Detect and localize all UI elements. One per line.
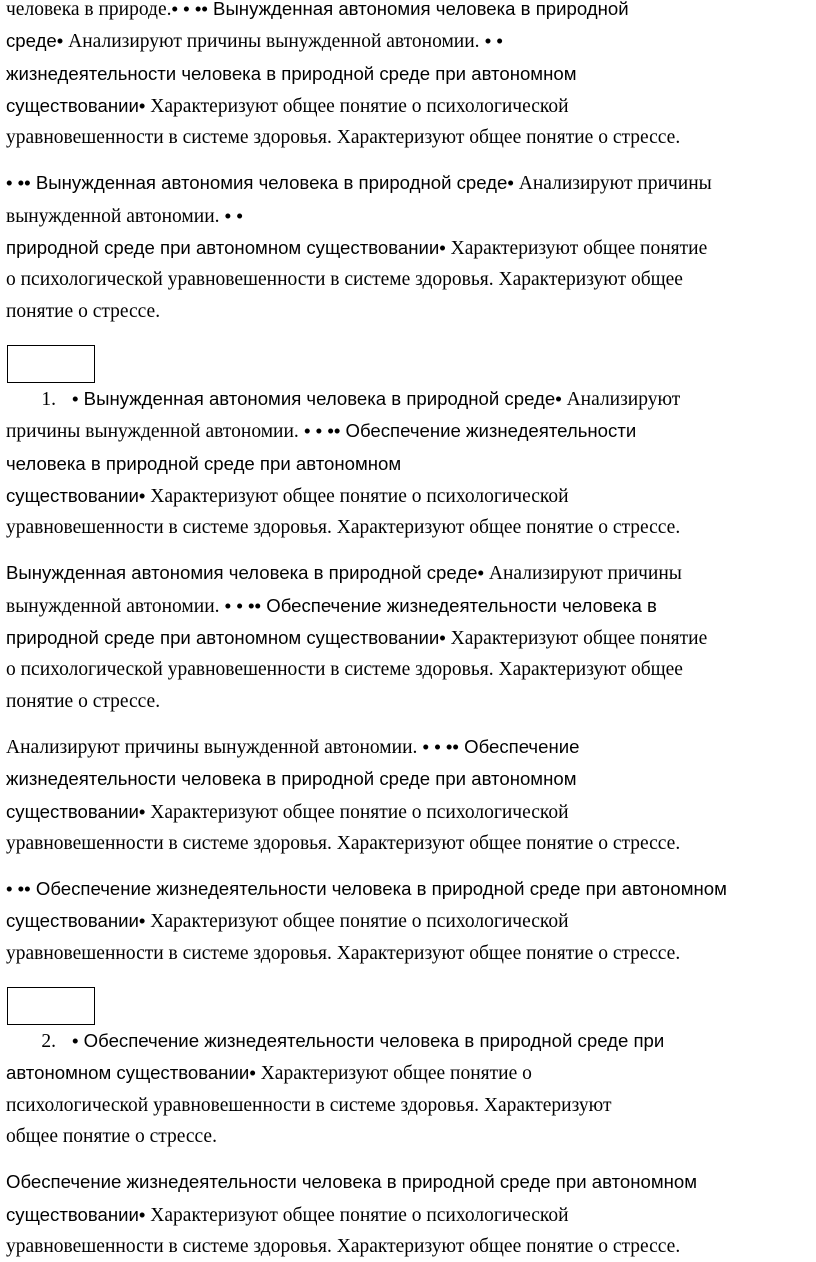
text-line xyxy=(6,938,812,969)
text-run: Характеризуют общее понятие о психологической xyxy=(145,801,569,823)
paragraph-gap xyxy=(6,1152,812,1166)
text-line xyxy=(6,686,812,717)
document-page xyxy=(6,0,812,1262)
text-line xyxy=(6,828,812,859)
bullet-glyph: • xyxy=(138,910,146,932)
text-line xyxy=(6,296,812,327)
text-run: Характеризуют общее понятие xyxy=(445,238,708,260)
text-run: Анализируют причины xyxy=(484,563,682,585)
text-line xyxy=(6,90,812,122)
numbered-item-2 xyxy=(6,1025,812,1152)
bullet-glyphs: • • •• xyxy=(417,735,459,757)
bullet-glyph: • xyxy=(138,1203,146,1225)
text-run: Вынужденная автономия человека в природной среде xyxy=(30,172,508,194)
text-line xyxy=(6,448,812,480)
paragraph-gap xyxy=(6,543,812,557)
text-run: Характеризуют общее понятие о психологической xyxy=(145,95,569,117)
text-line xyxy=(6,590,812,622)
text-run: Вынужденная автономия человека в природной среде xyxy=(6,562,478,584)
text-run: жизнедеятельности человека в природной среде при автономном xyxy=(6,768,577,790)
text-run: психологической уравновешенности в системе здоровья. Характеризуют xyxy=(6,1094,612,1116)
paragraph-6 xyxy=(6,873,812,969)
text-run: Анализируют причины xyxy=(513,173,712,195)
text-line xyxy=(6,58,812,90)
text-line xyxy=(6,200,812,232)
text-line xyxy=(6,232,812,264)
text-run: жизнедеятельности человека в природной среде при автономном xyxy=(6,62,577,84)
text-run: вынужденной автономии. xyxy=(6,595,220,617)
text-line xyxy=(6,654,812,685)
text-run: Анализируют причины вынужденной автономии. xyxy=(6,736,418,758)
paragraph-2 xyxy=(6,167,812,326)
text-run: Характеризуют общее понятие о психологической xyxy=(145,485,569,507)
text-line xyxy=(6,873,812,905)
paragraph-8 xyxy=(6,1166,812,1262)
text-run: Обеспечение xyxy=(458,735,580,757)
numbered-item-1 xyxy=(6,383,812,543)
paragraph-gap xyxy=(6,717,812,731)
text-run: среде xyxy=(6,30,57,52)
bullet-glyph: • xyxy=(555,387,562,409)
text-run: Характеризуют общее понятие о психологической xyxy=(145,911,569,933)
bullet-glyphs: • • xyxy=(219,204,243,226)
text-line xyxy=(6,1025,812,1057)
text-run: о психологической уравновешенности в системе здоровья. Характеризуют общее xyxy=(6,269,683,291)
text-line xyxy=(6,480,812,512)
text-run: существовании xyxy=(6,800,139,822)
bullet-glyph: • xyxy=(477,562,485,584)
text-run: уравновешенности в системе здоровья. Характеризуют общее понятие о стрессе. xyxy=(6,1235,681,1257)
text-line xyxy=(6,763,812,795)
text-run: автономном существовании xyxy=(6,1062,250,1084)
text-line xyxy=(6,1121,812,1152)
text-run: Обеспечение жизнедеятельности человека в природной среде при xyxy=(78,1030,665,1052)
bullet-glyph: • xyxy=(439,627,446,649)
text-line xyxy=(6,1057,812,1089)
bullet-glyphs: • • •• xyxy=(171,0,208,19)
paragraph-4 xyxy=(6,557,812,716)
text-line xyxy=(6,1166,812,1198)
bullet-glyph: • xyxy=(138,94,146,116)
text-run: вынужденной автономии. xyxy=(6,205,220,227)
bullet-glyphs: • • xyxy=(479,30,503,52)
text-run: Обеспечение жизнедеятельности xyxy=(340,420,637,442)
text-run: существовании xyxy=(6,484,139,506)
text-line xyxy=(6,512,812,543)
text-run: существовании xyxy=(6,94,139,116)
paragraph-5 xyxy=(6,731,812,859)
bullet-glyphs: • •• xyxy=(6,878,31,900)
bullet-glyphs: • • •• xyxy=(298,420,341,442)
text-run: понятие о стрессе. xyxy=(6,690,161,712)
text-run: Обеспечение жизнедеятельности человека в природной среде при автономном xyxy=(6,1171,697,1193)
text-line xyxy=(6,264,812,295)
text-line xyxy=(6,122,812,153)
list-number: 2. xyxy=(41,1031,56,1053)
text-line xyxy=(6,1231,812,1262)
bullet-glyph: • xyxy=(138,800,146,822)
bullet-glyph: • xyxy=(56,30,64,52)
empty-frame xyxy=(7,345,95,383)
text-run: уравновешенности в системе здоровья. Характеризуют общее понятие о стрессе. xyxy=(6,942,681,964)
text-line xyxy=(6,0,812,25)
text-run: Вынужденная автономия человека в природной xyxy=(207,0,629,19)
text-run: о психологической уравновешенности в системе здоровья. Характеризуют общее xyxy=(6,659,683,681)
text-run: понятие о стрессе. xyxy=(6,300,161,322)
text-run: причины вынужденной автономии. xyxy=(6,421,299,443)
text-run: Характеризуют общее понятие xyxy=(445,628,708,650)
paragraph-1 xyxy=(6,0,812,153)
paragraph-gap xyxy=(6,859,812,873)
list-number: 1. xyxy=(41,388,56,410)
text-run: человека в природе. xyxy=(6,0,172,20)
text-run: Характеризуют общее понятие о xyxy=(255,1063,532,1085)
text-run: существовании xyxy=(6,910,139,932)
text-run: существовании xyxy=(6,1203,139,1225)
bullet-glyph: • xyxy=(439,237,446,259)
text-run: природной среде при автономном существовании xyxy=(6,237,440,259)
bullet-glyph: • xyxy=(72,1030,79,1052)
text-line xyxy=(6,905,812,937)
text-run: общее понятие о стрессе. xyxy=(6,1125,217,1147)
text-run: Обеспечение жизнедеятельности человека в xyxy=(261,594,657,616)
empty-frame xyxy=(7,987,95,1025)
text-run: Анализируют причины вынужденной автономии. xyxy=(63,31,480,53)
text-line xyxy=(6,383,812,415)
text-run: уравновешенности в системе здоровья. Характеризуют общее понятие о стрессе. xyxy=(6,127,681,149)
text-run: природной среде при автономном существовании xyxy=(6,627,440,649)
bullet-glyph: • xyxy=(249,1062,256,1084)
bullet-glyph: • xyxy=(72,387,79,409)
bullet-glyphs: • •• xyxy=(6,172,31,194)
bullet-glyph: • xyxy=(507,172,514,194)
paragraph-gap xyxy=(6,327,812,345)
bullet-glyphs: • • •• xyxy=(219,594,262,616)
text-run: Анализируют xyxy=(561,388,681,410)
text-run: уравновешенности в системе здоровья. Характеризуют общее понятие о стрессе. xyxy=(6,832,681,854)
paragraph-gap xyxy=(6,969,812,987)
text-line xyxy=(6,557,812,589)
bullet-glyph: • xyxy=(138,484,146,506)
text-line xyxy=(6,167,812,199)
text-run: Обеспечение жизнедеятельности человека в природной среде при автономном xyxy=(30,878,727,900)
text-line xyxy=(6,1199,812,1231)
paragraph-gap xyxy=(6,153,812,167)
text-line xyxy=(6,415,812,447)
text-line xyxy=(6,1090,812,1121)
text-line xyxy=(6,796,812,828)
text-line xyxy=(6,622,812,654)
text-line xyxy=(6,25,812,57)
text-line xyxy=(6,731,812,763)
text-run: Характеризуют общее понятие о психологической xyxy=(145,1204,569,1226)
text-run: уравновешенности в системе здоровья. Характеризуют общее понятие о стрессе. xyxy=(6,517,681,539)
text-run: человека в природной среде при автономном xyxy=(6,452,402,474)
text-run: Вынужденная автономия человека в природной среде xyxy=(78,387,556,409)
